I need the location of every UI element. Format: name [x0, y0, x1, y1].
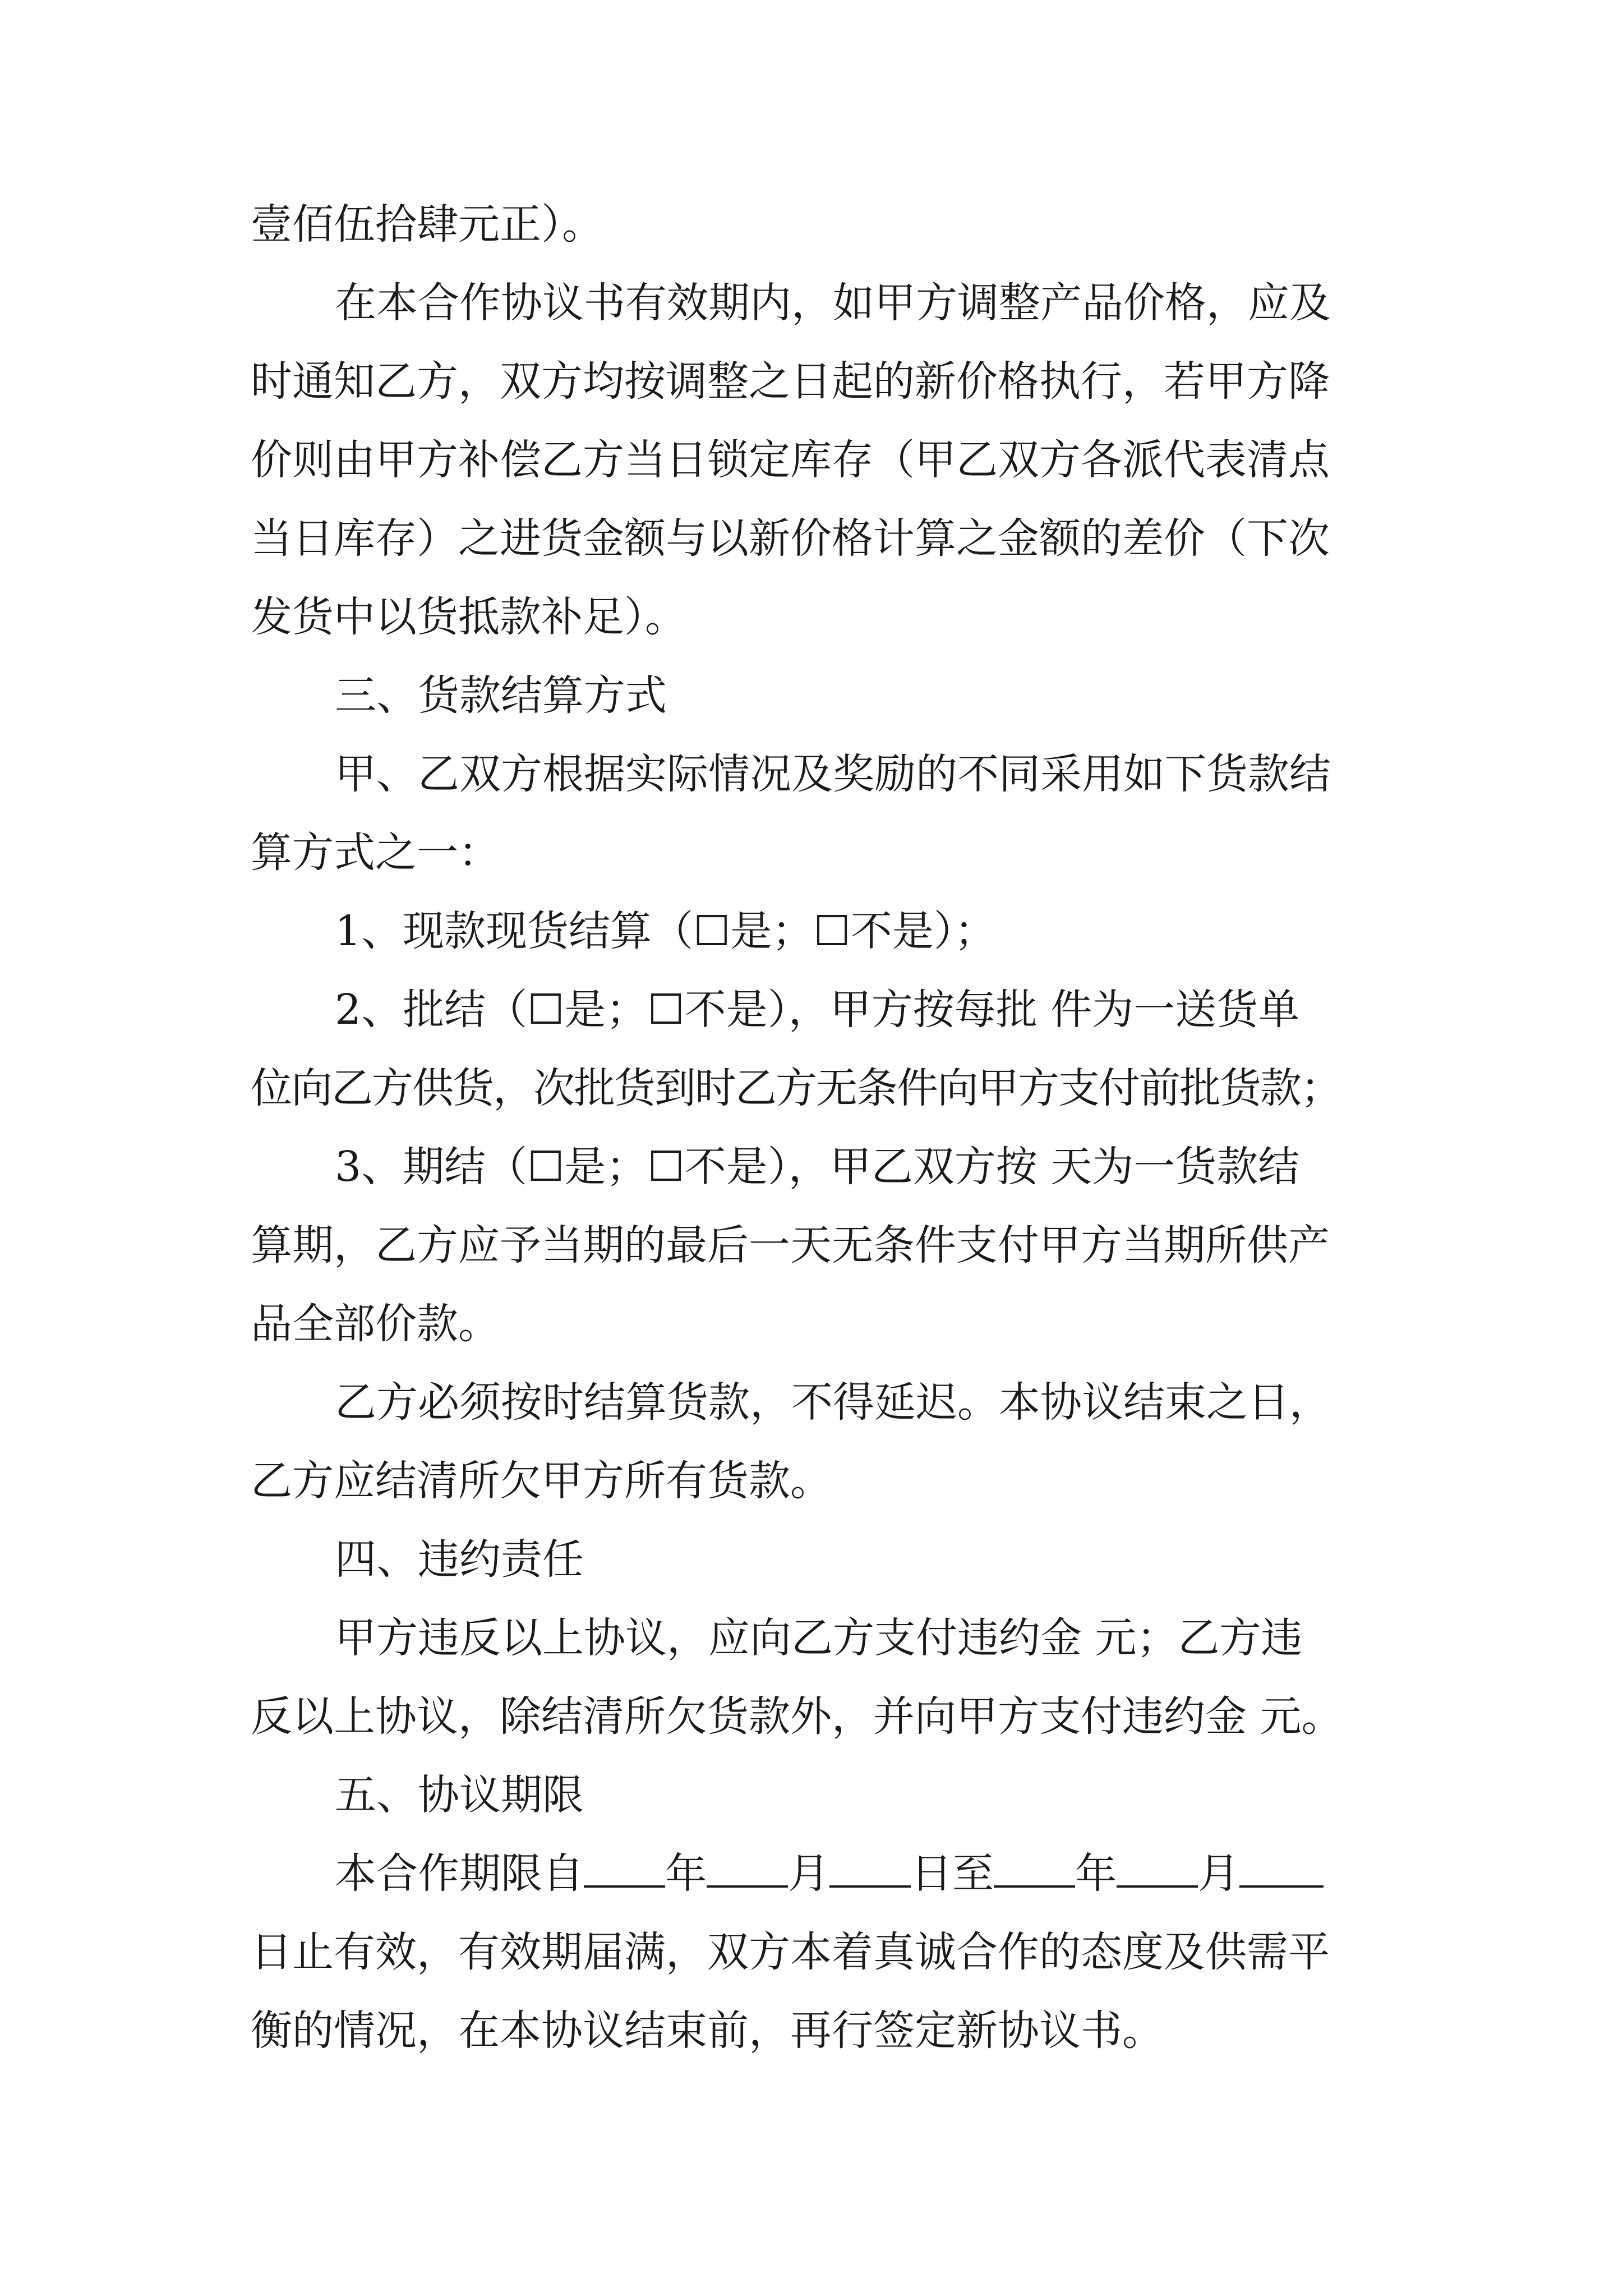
paragraph-line: 发货中以货抵款补足）。	[251, 593, 686, 641]
paragraph-line: 甲、乙双方根据实际情况及奖励的不同采用如下货款结	[335, 750, 1331, 798]
paragraph-line: 价则由甲方补偿乙方当日锁定库存（甲乙双方各派代表清点	[251, 436, 1330, 484]
paragraph-line: 乙方必须按时结算货款，不得延迟。本协议结束之日，	[335, 1378, 1331, 1427]
paragraph-line: 时通知乙方，双方均按调整之日起的新价格执行，若甲方降	[251, 357, 1330, 406]
section-heading-4: 四、违约责任	[335, 1535, 584, 1584]
start-month-blank	[707, 1852, 788, 1888]
paragraph-line: 反以上协议，除结清所欠货款外，并向甲方支付违约金 元。	[251, 1692, 1343, 1741]
start-month-label: 月	[788, 1849, 829, 1898]
option-cash-settlement: 1、现款现货结算（☐是；☐不是）；	[335, 907, 996, 955]
paragraph-line: 品全部价款。	[251, 1300, 500, 1348]
paragraph-line: 乙方应结清所欠甲方所有货款。	[251, 1457, 832, 1505]
contract-text	[251, 185, 1378, 2070]
paragraph-line: 壹佰伍拾肆元正）。	[251, 200, 603, 249]
section-heading-3: 三、货款结算方式	[335, 671, 667, 720]
start-year-blank	[584, 1852, 665, 1888]
paragraph-line: 算期，乙方应予当期的最后一天无条件支付甲方当期所供产	[251, 1221, 1330, 1269]
start-year-label: 年	[665, 1849, 707, 1898]
option-period-settlement: 3、期结（☐是；☐不是），甲乙双方按 天为一货款结	[335, 1143, 1300, 1191]
paragraph-line: 位向乙方供货，次批货到时乙方无条件向甲方支付前批货款；	[251, 1064, 1341, 1112]
period-lead: 本合作期限自	[335, 1849, 584, 1898]
start-day-label: 日至	[911, 1849, 994, 1898]
paragraph-line: 当日库存）之进货金额与以新价格计算之金额的差价（下次	[251, 514, 1330, 563]
paragraph-line: 在本合作协议书有效期内，如甲方调整产品价格，应及	[335, 279, 1331, 327]
end-month-label: 月	[1198, 1849, 1239, 1898]
section-heading-5: 五、协议期限	[335, 1771, 584, 1819]
option-batch-settlement: 2、批结（☐是；☐不是），甲方按每批 件为一送货单	[335, 986, 1300, 1034]
paragraph-line: 算方式之一：	[251, 829, 500, 877]
paragraph-line: 日止有效，有效期届满，双方本着真诚合作的态度及供需平	[251, 1928, 1330, 1976]
paragraph-line: 甲方违反以上协议，应向乙方支付违约金 元；乙方违	[335, 1614, 1303, 1662]
paragraph-line: 衡的情况，在本协议结束前，再行签定新协议书。	[251, 2007, 1164, 2055]
agreement-period-line	[251, 1834, 1378, 1913]
end-month-blank	[1117, 1852, 1198, 1888]
end-year-label: 年	[1075, 1849, 1117, 1898]
end-year-blank	[994, 1852, 1075, 1888]
start-day-blank	[829, 1852, 911, 1888]
end-day-blank	[1239, 1852, 1324, 1888]
